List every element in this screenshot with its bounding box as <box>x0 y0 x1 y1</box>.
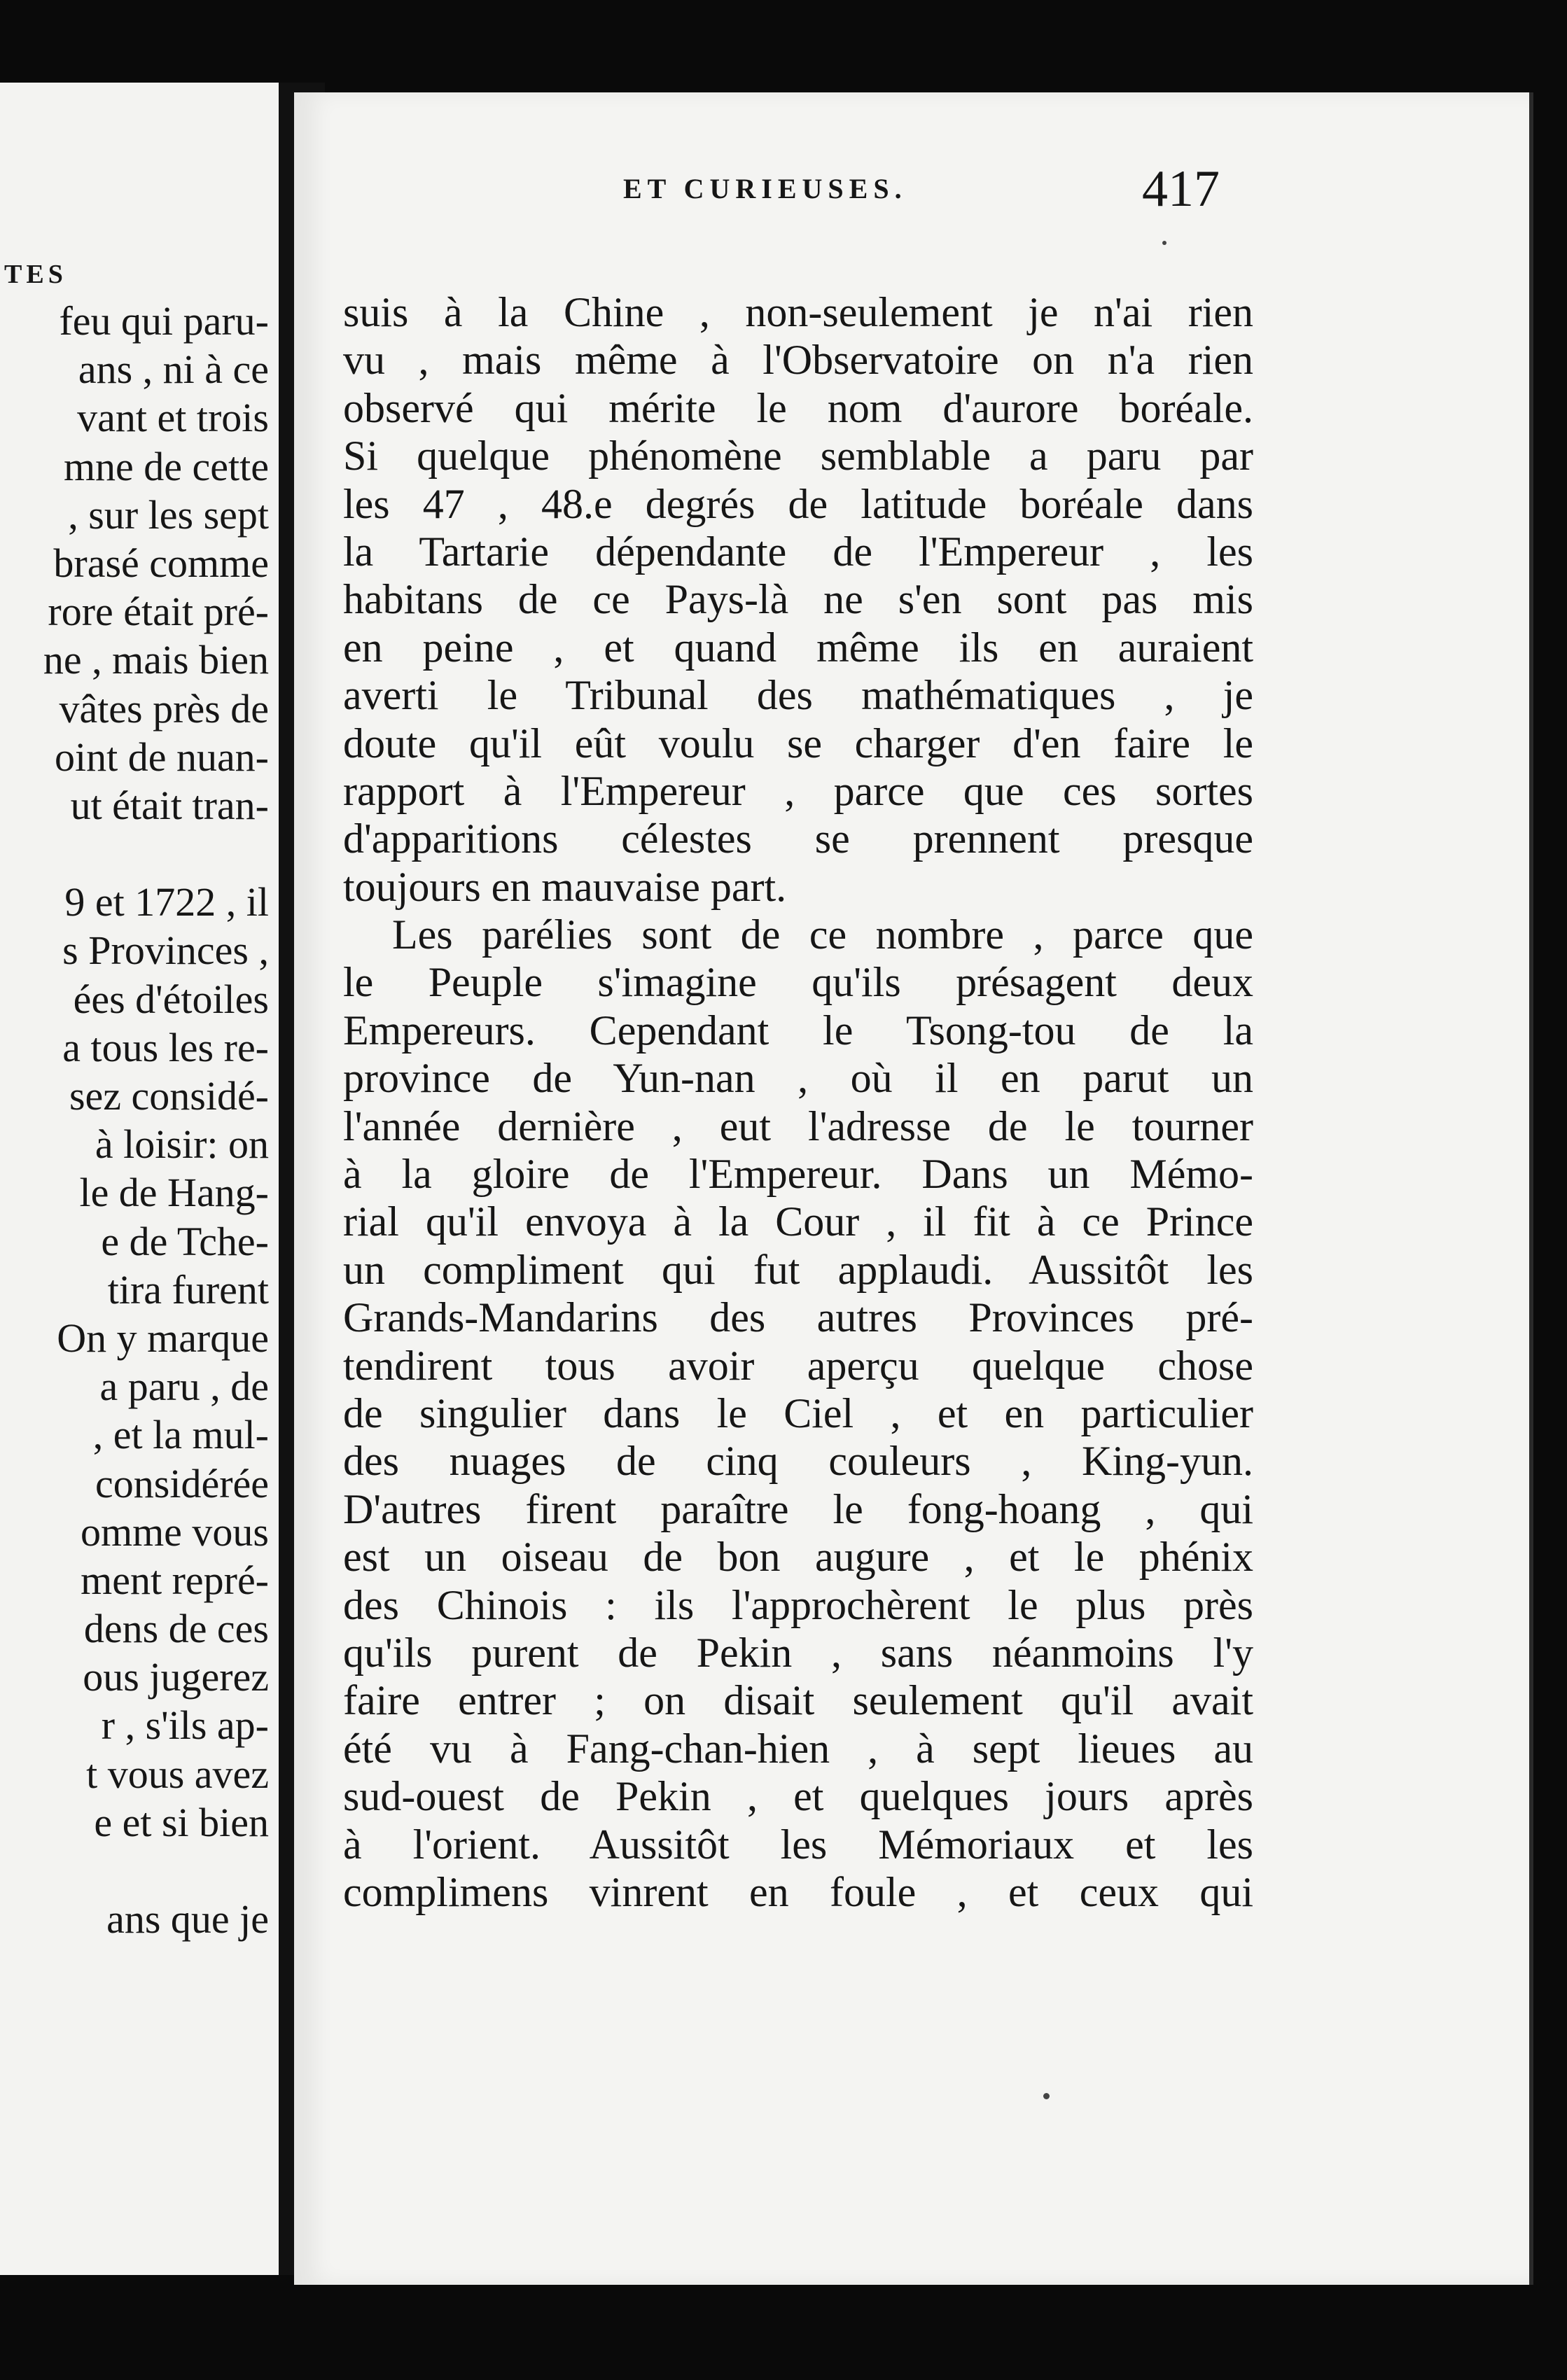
text-line: ans , ni à ce <box>78 346 269 393</box>
text-line: ment repré- <box>81 1557 269 1603</box>
text-line: des nuages de cinq couleurs , King-yun. <box>343 1438 1253 1485</box>
text-line: rore était pré- <box>48 589 269 635</box>
text-line: suis à la Chine , non-seulement je n'ai rien <box>343 289 1253 335</box>
text-line: ées d'étoiles <box>73 976 269 1022</box>
text-line: ous jugerez <box>83 1654 269 1700</box>
text-line: dens de ces <box>83 1606 269 1652</box>
running-head-title: ET CURIEUSES. <box>623 173 907 204</box>
text-line: tira furent <box>107 1266 269 1312</box>
text-line: doute qu'il eût voulu se charger d'en faire le <box>343 720 1253 766</box>
left-page-running-head: TES <box>4 260 67 289</box>
text-line: Grands-Mandarins des autres Provinces pré- <box>343 1294 1253 1341</box>
text-line: à l'orient. Aussitôt les Mémoriaux et les <box>343 1821 1253 1868</box>
text-line: Si quelque phénomène semblable a paru par <box>343 433 1253 479</box>
running-head <box>329 160 1220 218</box>
right-page-text <box>343 288 1253 1916</box>
text-line <box>0 830 269 878</box>
text-line: la Tartarie dépendante de l'Empereur , les <box>343 528 1253 575</box>
text-line: faire entrer ; on disait seulement qu'il avait <box>343 1677 1253 1724</box>
text-line: ut était tran- <box>70 782 269 828</box>
text-line: Empereurs. Cependant le Tsong-tou de la <box>343 1007 1253 1054</box>
text-line: On y marque <box>57 1315 269 1361</box>
paper-speck <box>1162 241 1166 245</box>
text-line: qu'ils purent de Pekin , sans néanmoins l'y <box>343 1629 1253 1676</box>
text-line: ne , mais bien <box>43 637 269 683</box>
text-line: a tous les re- <box>62 1024 269 1070</box>
text-line: tendirent tous avoir aperçu quelque chose <box>343 1342 1253 1389</box>
paper-speck <box>1043 2093 1050 2099</box>
page-number: 417 <box>1142 160 1220 218</box>
text-line: à la gloire de l'Empereur. Dans un Mémo- <box>343 1151 1253 1198</box>
text-line: vant et trois <box>77 395 269 441</box>
text-line: à loisir: on <box>95 1121 269 1168</box>
text-line: les 47 , 48.e degrés de latitude boréale dans <box>343 480 1253 527</box>
text-line: feu qui paru- <box>59 298 269 344</box>
text-line: r , s'ils ap- <box>101 1702 269 1749</box>
text-line: un compliment qui fut applaudi. Aussitôt les <box>343 1246 1253 1293</box>
text-line: e de Tche- <box>101 1218 269 1264</box>
text-line: considérée <box>95 1460 269 1506</box>
text-line: D'autres firent paraître le fong-hoang , qui <box>343 1485 1253 1532</box>
text-line: est un oiseau de bon augure , et le phénix <box>343 1534 1253 1581</box>
text-line: omme vous <box>80 1508 269 1555</box>
text-line: e et si bien <box>94 1799 269 1845</box>
text-line: 9 et 1722 , il <box>64 879 269 925</box>
text-line: le Peuple s'imagine qu'ils présagent deux <box>343 959 1253 1006</box>
paragraph-first-line: Les parélies sont de ce nombre , parce que <box>392 911 1253 958</box>
text-line: brasé comme <box>53 540 269 586</box>
text-line <box>0 1847 269 1895</box>
text-line: de singulier dans le Ciel , et en particulier <box>343 1390 1253 1436</box>
text-line: rial qu'il envoya à la Cour , il fit à ce Prince <box>343 1198 1253 1245</box>
left-page-text <box>0 297 269 1943</box>
text-line: des Chinois : ils l'approchèrent le plus près <box>343 1581 1253 1628</box>
text-line: oint de nuan- <box>54 734 269 780</box>
text-line: province de Yun-nan , où il en parut un <box>343 1055 1253 1102</box>
text-line: observé qui mérite le nom d'aurore boréale. <box>343 384 1253 431</box>
text-line: , et la mul- <box>92 1412 269 1458</box>
text-line: s Provinces , <box>62 927 269 974</box>
text-line: toujours en mauvaise part. <box>343 863 787 910</box>
text-line: été vu à Fang-chan-hien , à sept lieues au <box>343 1725 1253 1772</box>
text-line: averti le Tribunal des mathématiques , je <box>343 672 1253 719</box>
text-line: habitans de ce Pays-là ne s'en sont pas mis <box>343 576 1253 623</box>
text-line: l'année dernière , eut l'adresse de le tourner <box>343 1102 1253 1149</box>
text-line: a paru , de <box>99 1364 269 1410</box>
text-line: complimens vinrent en foule , et ceux qui <box>343 1868 1253 1915</box>
left-page <box>0 83 279 2275</box>
text-line: rapport à l'Empereur , parce que ces sortes <box>343 767 1253 814</box>
text-line: ans que je <box>106 1896 269 1942</box>
text-line: t vous avez <box>86 1751 269 1797</box>
text-line: , sur les sept <box>68 491 269 538</box>
text-line: d'apparitions célestes se prennent presque <box>343 816 1253 862</box>
text-line: vâtes près de <box>59 685 269 732</box>
text-line: vu , mais même à l'Observatoire on n'a rien <box>343 337 1253 384</box>
text-line: sud-ouest de Pekin , et quelques jours après <box>343 1773 1253 1820</box>
text-line: mne de cette <box>63 443 269 489</box>
text-line: le de Hang- <box>79 1170 269 1216</box>
text-line: en peine , et quand même ils en auraient <box>343 624 1253 671</box>
text-line: sez considé- <box>69 1073 269 1119</box>
